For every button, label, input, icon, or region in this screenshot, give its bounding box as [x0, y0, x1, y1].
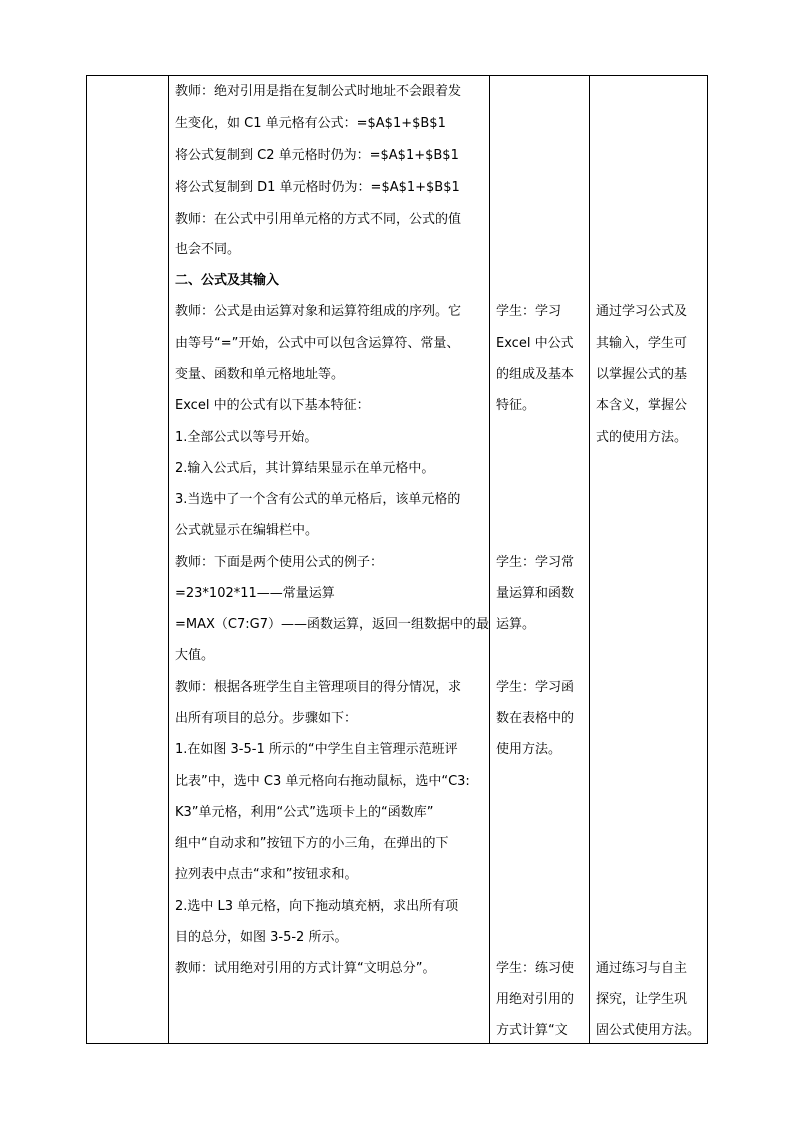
text-line: =23*102*11——常量运算	[175, 586, 335, 601]
text-line: 将公式复制到 C2 单元格时仍为：=$A$1+$B$1	[175, 148, 459, 163]
text-line: 拉列表中点击“求和”按钮求和。	[175, 867, 358, 882]
column-divider	[489, 76, 490, 1043]
text-line: 3.当选中了一个含有公式的单元格后，该单元格的	[175, 492, 461, 507]
column-divider	[168, 76, 169, 1043]
text-line: 变量、函数和单元格地址等。	[175, 367, 345, 382]
text-line: 大值。	[175, 648, 215, 663]
text-line: 其输入，学生可	[596, 336, 688, 351]
text-line: 教师：根据各班学生自主管理项目的得分情况，求	[175, 680, 462, 695]
text-line: 学生：学习	[496, 304, 562, 319]
text-line: 学生：练习使	[496, 961, 575, 976]
text-line: 以掌握公式的基	[596, 367, 688, 382]
text-line: K3”单元格，利用“公式”选项卡上的“函数库”	[175, 805, 434, 820]
text-line: 2.选中 L3 单元格，向下拖动填充柄，求出所有项	[175, 899, 459, 914]
text-line: 公式就显示在编辑栏中。	[175, 523, 319, 538]
text-line: 生变化，如 C1 单元格有公式：=$A$1+$B$1	[175, 116, 446, 131]
text-line: 1.在如图 3-5-1 所示的“中学生自主管理示范班评	[175, 742, 458, 757]
text-line: 方式计算“文	[496, 1023, 568, 1038]
text-line: 通过练习与自主	[596, 961, 688, 976]
text-line: 探究，让学生巩	[596, 992, 688, 1007]
text-line: 教师：绝对引用是指在复制公式时地址不会跟着发	[175, 84, 462, 99]
text-line: 教师：下面是两个使用公式的例子：	[175, 555, 384, 570]
text-line: 教师：公式是由运算对象和运算符组成的序列。它	[175, 304, 462, 319]
text-line: 使用方法。	[496, 742, 562, 757]
text-line: 学生：学习常	[496, 555, 575, 570]
text-line: 组中“自动求和”按钮下方的小三角，在弹出的下	[175, 836, 449, 851]
text-line: 用绝对引用的	[496, 992, 575, 1007]
text-line: 本含义，掌握公	[596, 398, 688, 413]
text-line: 由等号“=”开始，公式中可以包含运算符、常量、	[175, 336, 460, 351]
text-line: 式的使用方法。	[596, 430, 688, 445]
text-line: =MAX（C7:G7）——函数运算，返回一组数据中的最	[175, 617, 489, 632]
text-line: 目的总分，如图 3-5-2 所示。	[175, 930, 348, 945]
text-line: 通过学习公式及	[596, 304, 688, 319]
text-line: 特征。	[496, 398, 536, 413]
text-line: 1.全部公式以等号开始。	[175, 430, 318, 445]
text-line: 学生：学习函	[496, 680, 575, 695]
text-line: 固公式使用方法。	[596, 1023, 701, 1038]
text-line: 运算。	[496, 617, 536, 632]
text-line: 出所有项目的总分。步骤如下：	[175, 711, 358, 726]
text-line: 教师：试用绝对引用的方式计算“文明总分”。	[175, 961, 436, 976]
text-line: 数在表格中的	[496, 711, 575, 726]
text-line: 也会不同。	[175, 242, 241, 257]
text-line: Excel 中的公式有以下基本特征：	[175, 398, 370, 413]
section-heading: 二、公式及其输入	[175, 273, 280, 288]
text-line: 量运算和函数	[496, 586, 575, 601]
column-divider	[589, 76, 590, 1043]
text-line: 比表”中，选中 C3 单元格向右拖动鼠标，选中“C3:	[175, 774, 470, 789]
lesson-table	[86, 75, 708, 1044]
text-line: 将公式复制到 D1 单元格时仍为：=$A$1+$B$1	[175, 180, 460, 195]
text-line: 2.输入公式后，其计算结果显示在单元格中。	[175, 461, 435, 476]
text-line: Excel 中公式	[496, 336, 574, 351]
text-line: 的组成及基本	[496, 367, 575, 382]
text-line: 教师：在公式中引用单元格的方式不同，公式的值	[175, 212, 462, 227]
